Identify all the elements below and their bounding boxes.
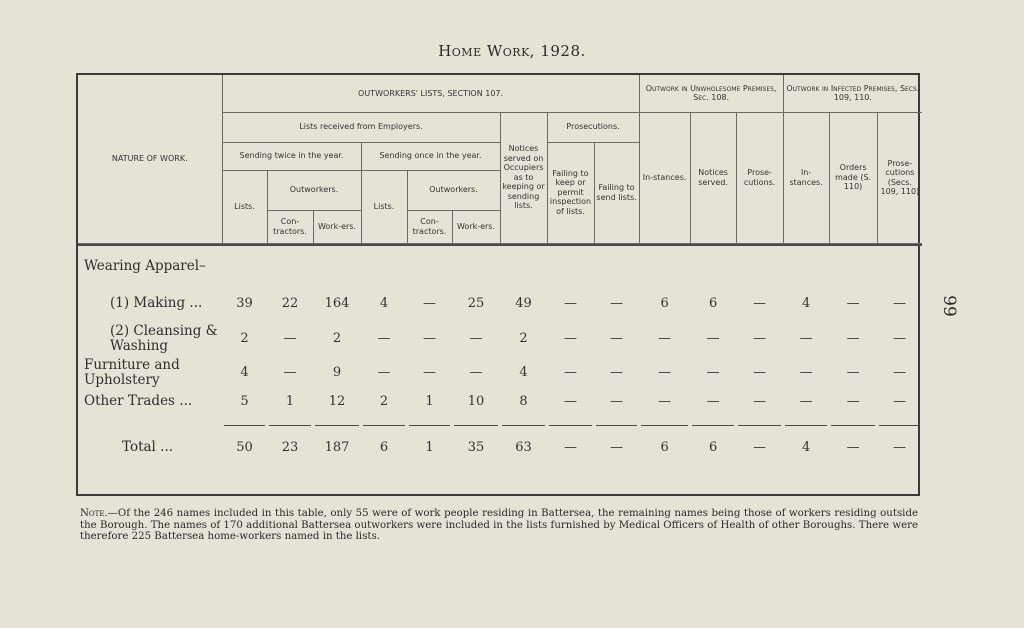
rule-segment xyxy=(783,415,829,426)
header-workers-twice: Work-ers. xyxy=(313,210,361,243)
table-cell: — xyxy=(564,296,577,311)
rule-segment xyxy=(877,415,922,426)
rule-segment xyxy=(78,415,222,426)
rule-segment xyxy=(829,415,877,426)
table-cell: — xyxy=(564,439,577,455)
table-row xyxy=(78,357,922,389)
table-cell: — xyxy=(846,296,860,311)
table-cell: 4 xyxy=(519,365,528,380)
table-cell: — xyxy=(469,331,483,346)
header-nature-of-work: NATURE OF WORK. xyxy=(78,75,222,243)
rule-segment xyxy=(452,415,500,426)
table-cell: 10 xyxy=(467,394,485,409)
table-cell: 8 xyxy=(519,394,528,409)
table-cell: — xyxy=(377,365,391,380)
table-cell: — xyxy=(846,394,860,409)
page-number: 99 xyxy=(938,295,959,317)
header-prosecutions-110: Prose-cutions (Secs. 109, 110) xyxy=(877,112,922,243)
table-cell: 6 xyxy=(708,439,718,455)
table-cell: — xyxy=(753,439,767,455)
table-cell: 4 xyxy=(240,365,249,380)
header-prosecutions: Prosecutions. xyxy=(547,112,639,142)
header-outworkers-once: Outworkers. xyxy=(407,170,500,210)
header-sending-twice: Sending twice in the year. xyxy=(222,142,361,170)
footnote-lead: Note. xyxy=(80,508,108,519)
table-cell: 25 xyxy=(467,296,485,311)
table-cell: 2 xyxy=(332,331,342,346)
table-cell: — xyxy=(893,365,907,380)
table-cell: 35 xyxy=(467,439,485,455)
rule-segment xyxy=(547,415,594,426)
table-cell: — xyxy=(564,365,577,380)
table-cell: 164 xyxy=(324,296,350,311)
table-cell: 23 xyxy=(281,439,299,455)
table-row xyxy=(78,389,922,415)
page-title: Home Work, 1928. xyxy=(438,42,586,60)
rule-segment xyxy=(639,415,690,426)
table-cell: — xyxy=(469,365,483,380)
header-instances-108: In-stances. xyxy=(639,112,690,243)
row-label: (1) Making ... xyxy=(110,295,203,311)
rule-segment xyxy=(690,415,736,426)
table-cell: 22 xyxy=(281,296,299,311)
table-cell: — xyxy=(423,331,436,346)
table-cell: — xyxy=(893,296,907,311)
rule-segment xyxy=(361,415,407,426)
table-cell: 2 xyxy=(379,394,389,409)
header-workers-once: Work-ers. xyxy=(452,210,500,243)
table-cell: 4 xyxy=(801,439,811,455)
header-lists-once: Lists. xyxy=(361,170,407,243)
table-cell: — xyxy=(799,365,813,380)
table-cell: — xyxy=(706,331,720,346)
table-cell: — xyxy=(423,365,436,380)
table-cell: — xyxy=(893,331,907,346)
table-cell: — xyxy=(658,331,672,346)
header-failing-to-keep: Failing to keep or permit inspection of lists. xyxy=(547,142,594,243)
table-cell: — xyxy=(846,365,860,380)
table-cell: 5 xyxy=(240,394,249,409)
header-failing-to-send: Failing to send lists. xyxy=(594,142,639,243)
table-cell: 4 xyxy=(801,296,811,311)
table-body xyxy=(78,245,922,470)
table-cell: — xyxy=(846,439,860,455)
footnote xyxy=(80,508,918,543)
rule-segment xyxy=(500,415,547,426)
row-label: Furniture and Upholstery xyxy=(84,356,180,388)
header-outworkers-lists: OUTWORKERS' LISTS, SECTION 107. xyxy=(222,75,639,112)
table-cell: — xyxy=(610,439,624,455)
table-cell: 49 xyxy=(515,296,532,311)
table-cell: — xyxy=(893,439,907,455)
table-cell: — xyxy=(753,296,767,311)
table-cell: 9 xyxy=(332,365,342,380)
header-sending-once: Sending once in the year. xyxy=(361,142,500,170)
table-cell: — xyxy=(610,296,624,311)
table-cell: — xyxy=(283,365,297,380)
table-row xyxy=(78,321,922,357)
table-cell: — xyxy=(706,394,720,409)
rule-segment xyxy=(736,415,783,426)
home-work-table xyxy=(78,75,924,469)
header-lists-twice: Lists. xyxy=(222,170,267,243)
table-cell: — xyxy=(377,331,391,346)
header-instances-110: In-stances. xyxy=(783,112,829,243)
table-cell: — xyxy=(658,365,672,380)
header-contractors-once: Con-tractors. xyxy=(407,210,452,243)
table-cell: — xyxy=(706,365,720,380)
table-cell: 2 xyxy=(519,331,528,346)
table-cell: — xyxy=(283,331,297,346)
table-cell: 63 xyxy=(515,439,532,455)
table-cell: — xyxy=(610,394,624,409)
table-cell: — xyxy=(753,331,767,346)
header-orders-made: Orders made (S. 110) xyxy=(829,112,877,243)
header-prosecutions-108: Prose-cutions. xyxy=(736,112,783,243)
table-cell: — xyxy=(846,331,860,346)
header-outworkers-twice: Outworkers. xyxy=(267,170,361,210)
header-lists-received: Lists received from Employers. xyxy=(222,112,500,142)
table-cell: 2 xyxy=(240,331,249,346)
table-cell: 1 xyxy=(425,439,434,455)
header-contractors-twice: Con-tractors. xyxy=(267,210,313,243)
table-cell: 1 xyxy=(425,394,434,409)
table-cell: — xyxy=(893,394,907,409)
row-label: Other Trades ... xyxy=(84,393,193,409)
group-heading-wearing-apparel: Wearing Apparel– xyxy=(84,257,206,274)
rule-segment xyxy=(407,415,452,426)
table-cell: 6 xyxy=(708,296,718,311)
table-header xyxy=(78,75,922,245)
table-cell: 4 xyxy=(379,296,389,311)
table-cell: 1 xyxy=(285,394,295,409)
total-label: Total ... xyxy=(122,438,174,455)
table-cell: 187 xyxy=(324,439,350,455)
table-cell: — xyxy=(610,331,624,346)
table-cell: — xyxy=(799,331,813,346)
table-cell: — xyxy=(753,394,767,409)
footnote-text: —Of the 246 names included in this table, only 55 were of work people residing in Battersea, the remaining names being those of workers residing outside the Borough. The names of 170 additional Battersea outworkers were included in the lists furnished by Medical Officers of Health of other Boroughs. There were therefore 225 Battersea home-workers named in the lists. xyxy=(80,508,918,542)
table-cell: — xyxy=(610,365,624,380)
total-separator xyxy=(78,415,922,426)
row-label: (2) Cleansing & Washing xyxy=(110,322,218,354)
table-cell: — xyxy=(753,365,767,380)
table-cell: 39 xyxy=(236,296,253,311)
table-row xyxy=(78,287,922,321)
rule-segment xyxy=(222,415,267,426)
header-notices-served-108: Notices served. xyxy=(690,112,736,243)
header-unwholesome-premises: Outwork in Unwholesome Premises, Sec. 108. xyxy=(639,75,783,112)
header-notices-served-occupiers: Notices served on Occupiers as to keeping or sending lists. xyxy=(500,112,547,243)
table-cell: 6 xyxy=(660,439,669,455)
table-cell: 12 xyxy=(328,394,346,409)
table-cell: 50 xyxy=(236,439,253,455)
table-cell: — xyxy=(799,394,813,409)
rule-segment xyxy=(267,415,313,426)
rule-segment xyxy=(594,415,639,426)
table-cell: 6 xyxy=(660,296,669,311)
table-cell: — xyxy=(423,296,436,311)
rule-segment xyxy=(313,415,361,426)
table-cell: 6 xyxy=(379,439,389,455)
header-infected-premises: Outwork in Infected Premises, Secs. 109, 110. xyxy=(783,75,922,112)
total-row xyxy=(78,425,922,469)
table-cell: — xyxy=(658,394,672,409)
table-cell: — xyxy=(564,331,577,346)
table-cell: — xyxy=(564,394,577,409)
